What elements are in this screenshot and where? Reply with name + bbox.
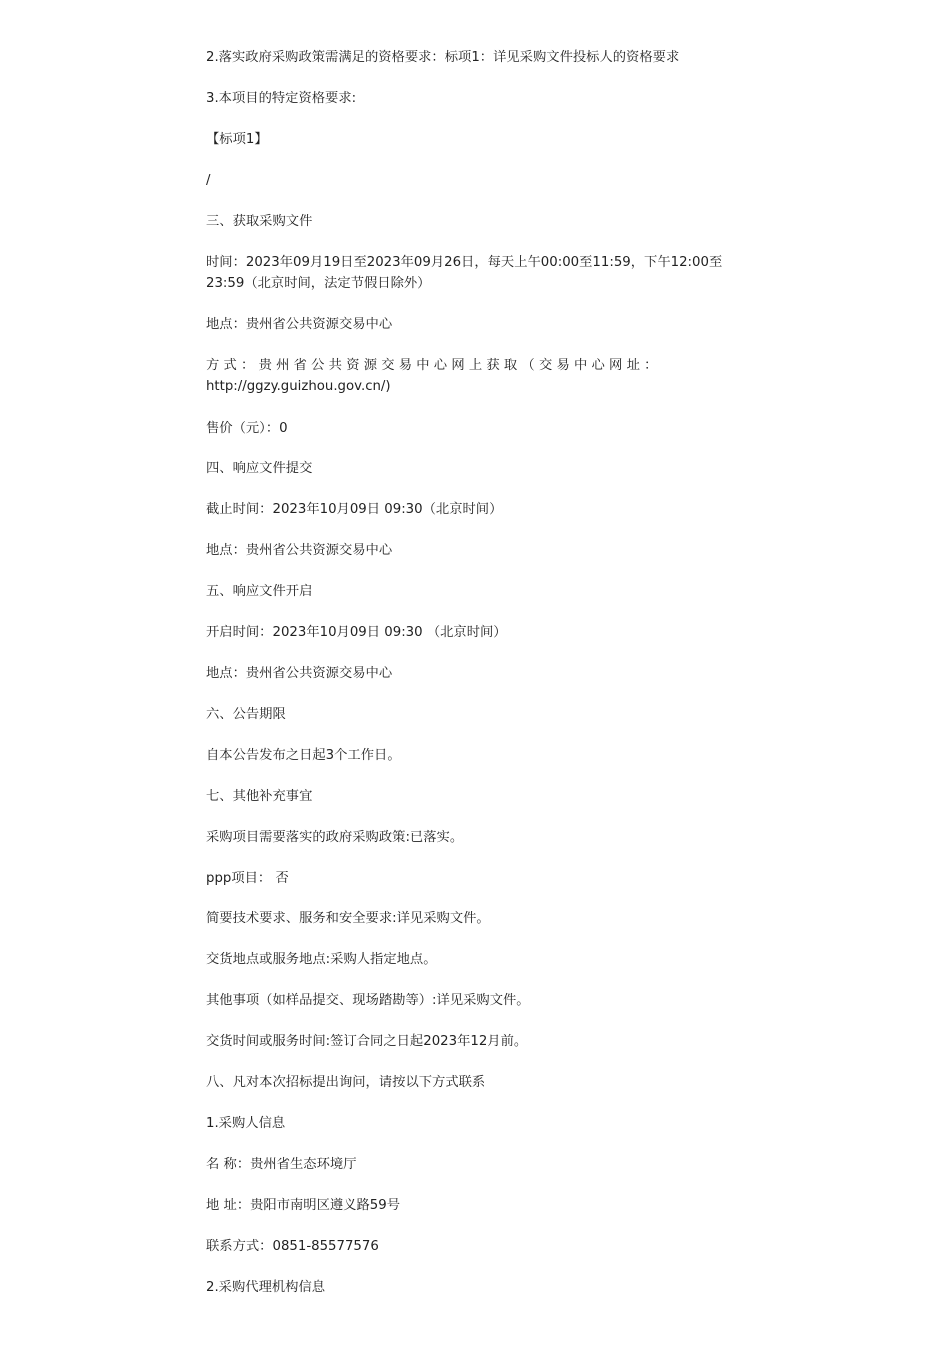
purchaser-name: 名 称：贵州省生态环境厅: [206, 1157, 357, 1172]
delivery-location-text: 交货地点或服务地点:采购人指定地点。: [206, 952, 437, 967]
section-6-heading: 六、公告期限: [206, 707, 286, 722]
technical-requirements-text: 简要技术要求、服务和安全要求:详见采购文件。: [206, 911, 490, 926]
price-text: 售价（元）：0: [206, 421, 288, 436]
notice-period-text: 自本公告发布之日起3个工作日。: [206, 748, 401, 763]
section-3-heading: 三、获取采购文件: [206, 214, 313, 229]
acquisition-time-line-1: 时间：2023年09月19日至2023年09月26日，每天上午00:00至11:59，下午12:00至: [206, 255, 723, 270]
qualification-policy-text: 2.落实政府采购政策需满足的资格要求：标项1：详见采购文件投标人的资格要求: [206, 50, 680, 65]
section-5-heading: 五、响应文件开启: [206, 584, 313, 599]
section-7-heading: 七、其他补充事宜: [206, 789, 313, 804]
lot-1-requirement: /: [206, 173, 211, 188]
purchaser-address: 地 址：贵阳市南明区遵义路59号: [206, 1198, 401, 1213]
submission-location: 地点：贵州省公共资源交易中心: [206, 543, 393, 558]
acquisition-method-line-1: 方 式 ： 贵 州 省 公 共 资 源 交 易 中 心 网 上 获 取 （ 交 易 中 心 网 址 ：: [206, 358, 658, 373]
other-matters-text: 其他事项（如样品提交、现场踏勘等）:详见采购文件。: [206, 993, 530, 1008]
lot-1-label: 【标项1】: [206, 132, 268, 147]
acquisition-location: 地点：贵州省公共资源交易中心: [206, 317, 393, 332]
section-8-heading: 八、凡对本次招标提出询问，请按以下方式联系: [206, 1075, 486, 1090]
policy-implemented-text: 采购项目需要落实的政府采购政策:已落实。: [206, 830, 464, 845]
delivery-time-text: 交货时间或服务时间:签订合同之日起2023年12月前。: [206, 1034, 528, 1049]
acquisition-time-line-2: 23:59（北京时间，法定节假日除外）: [206, 276, 431, 291]
special-qualification-heading: 3.本项目的特定资格要求:: [206, 91, 357, 106]
acquisition-method-line-2: http://ggzy.guizhou.gov.cn/): [206, 379, 391, 394]
purchaser-contact: 联系方式：0851-85577576: [206, 1239, 379, 1254]
agency-info-heading: 2.采购代理机构信息: [206, 1280, 326, 1295]
purchaser-info-heading: 1.采购人信息: [206, 1116, 286, 1131]
opening-location: 地点：贵州省公共资源交易中心: [206, 666, 393, 681]
submission-deadline: 截止时间：2023年10月09日 09:30（北京时间）: [206, 502, 503, 517]
ppp-project-text: ppp项目： 否: [206, 871, 289, 886]
section-4-heading: 四、响应文件提交: [206, 461, 313, 476]
opening-time: 开启时间：2023年10月09日 09:30 （北京时间）: [206, 625, 507, 640]
